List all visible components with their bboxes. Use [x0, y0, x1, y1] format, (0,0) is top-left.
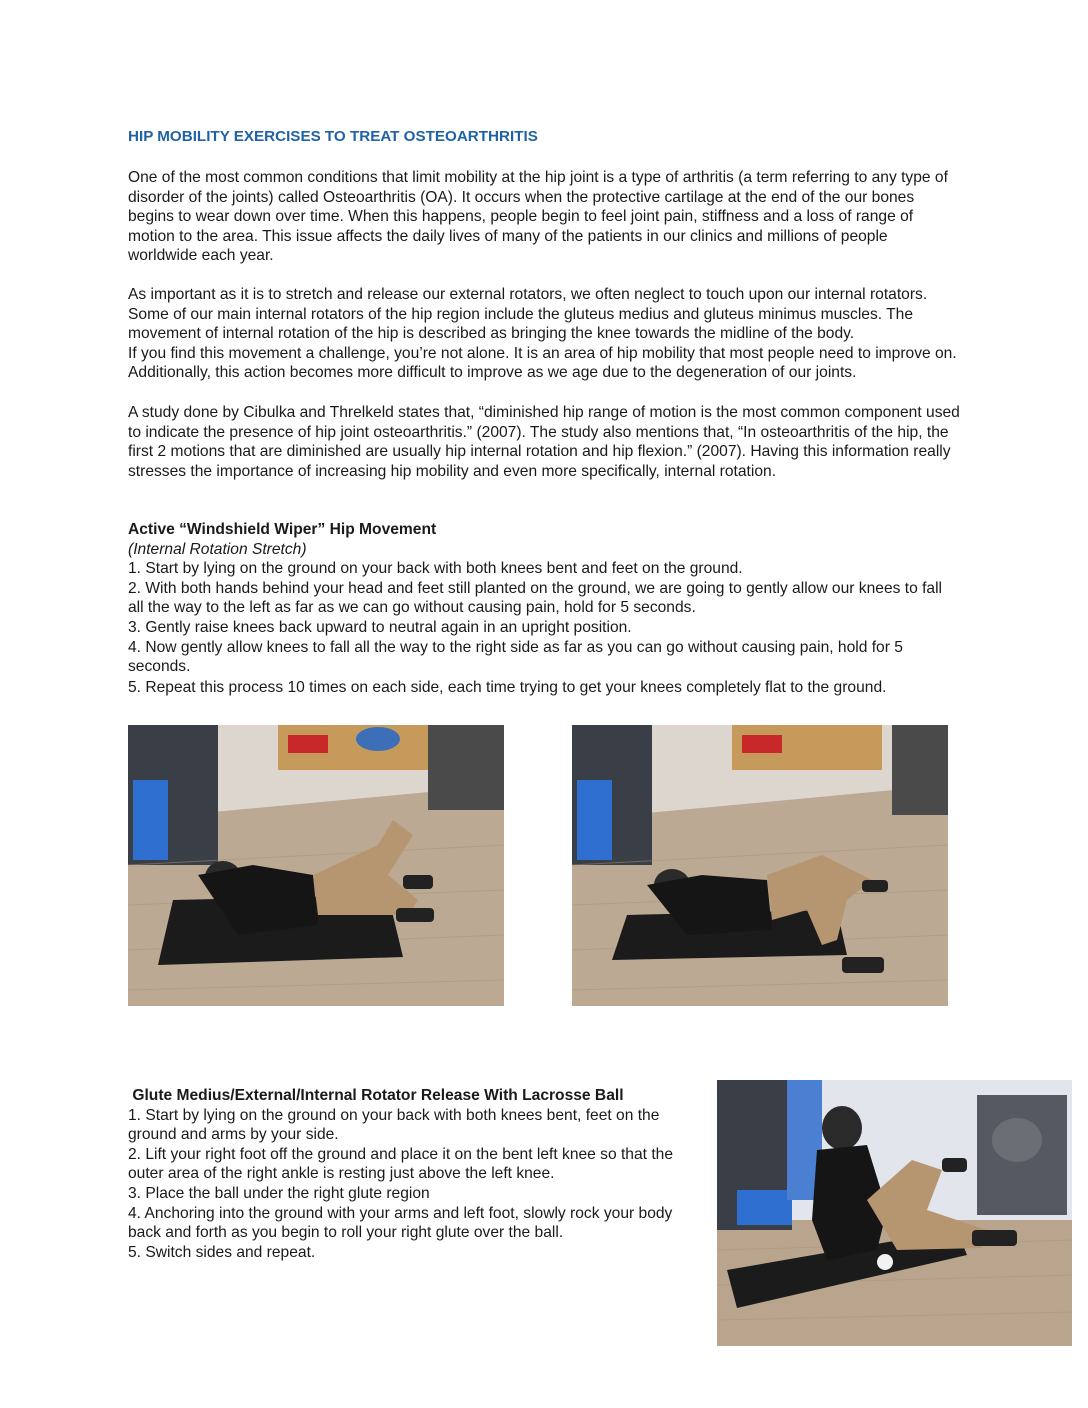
exercise-2-section: [128, 1086, 703, 1262]
exercise-2-step: 5. Switch sides and repeat.: [128, 1243, 316, 1261]
exercise-2-step: 1. Start by lying on the ground on your back with both knees bent, feet on the ground and arms by your side.: [128, 1106, 660, 1144]
exercise-2-step: 3. Place the ball under the right glute region: [128, 1184, 430, 1202]
exercise-2-heading: Glute Medius/External/Internal Rotator Release With Lacrosse Ball: [128, 1087, 624, 1104]
exercise-1-photo-left: [128, 725, 504, 1006]
exercise-1-heading: Active “Windshield Wiper” Hip Movement: [128, 521, 437, 538]
exercise-1-step: 2. With both hands behind your head and feet still planted on the ground, we are going to gently allow our knees to fall all the way to the left as far as we can go without causing pain, hold for 5 seconds.: [128, 579, 943, 617]
exercise-1-section: [128, 520, 960, 697]
exercise-2-step: 4. Anchoring into the ground with your arms and left foot, slowly rock your body back and forth as you begin to roll your right glute over the ball.: [128, 1204, 673, 1242]
exercise-1-step: 3. Gently raise knees back upward to neutral again in an upright position.: [128, 618, 632, 636]
exercise-1-step: 5. Repeat this process 10 times on each side, each time trying to get your knees completely flat to the ground.: [128, 678, 887, 696]
exercise-1-step: 4. Now gently allow knees to fall all the way to the right side as far as you can go without causing pain, hold for 5 seconds.: [128, 638, 903, 676]
exercise-2-photo: [717, 1080, 1072, 1346]
exercise-1-step: 1. Start by lying on the ground on your back with both knees bent and feet on the ground.: [128, 560, 743, 578]
intro-paragraph-1: One of the most common conditions that limit mobility at the hip joint is a type of arthritis (a term referring to any type of disorder of the joints) called Osteoarthritis (OA). It occurs when the protective cartilage at the end of the our bones begins to wear down over time. When this happens, people begin to feel joint pain, stiffness and a loss of range of motion to the area. This issue affects the daily lives of many of the patients in our clinics and millions of people worldwide each year.: [128, 169, 948, 265]
page-title: HIP MOBILITY EXERCISES TO TREAT OSTEOARTHRITIS: [128, 128, 538, 145]
intro-paragraph-3: A study done by Cibulka and Threlkeld states that, “diminished hip range of motion is the most common component used to indicate the presence of hip joint osteoarthritis.” (2007). The study also mentions that, “In osteoarthritis of the hip, the first 2 motions that are diminished are usually hip internal rotation and hip flexion.” (2007). Having this information really stresses the importance of increasing hip mobility and even more specifically, internal rotation.: [128, 404, 960, 480]
exercise-1-subheading: (Internal Rotation Stretch): [128, 540, 307, 558]
exercise-1-photo-right: [572, 725, 948, 1006]
exercise-2-step: 2. Lift your right foot off the ground and place it on the bent left knee so that the outer area of the right ankle is resting just above the left knee.: [128, 1145, 673, 1183]
intro-paragraph-2: As important as it is to stretch and release our external rotators, we often neglect to touch upon our internal rotators. Some of our main internal rotators of the hip region include the gluteus medius and gluteus minimus muscles. The movement of internal rotation of the hip is described as bringing the knee towards the midline of the body. If you find this movement a challenge, you’re not alone. It is an area of hip mobility that most people need to improve on. Additionally, this action becomes more difficult to improve as we age due to the degeneration of our joints.: [128, 286, 957, 382]
